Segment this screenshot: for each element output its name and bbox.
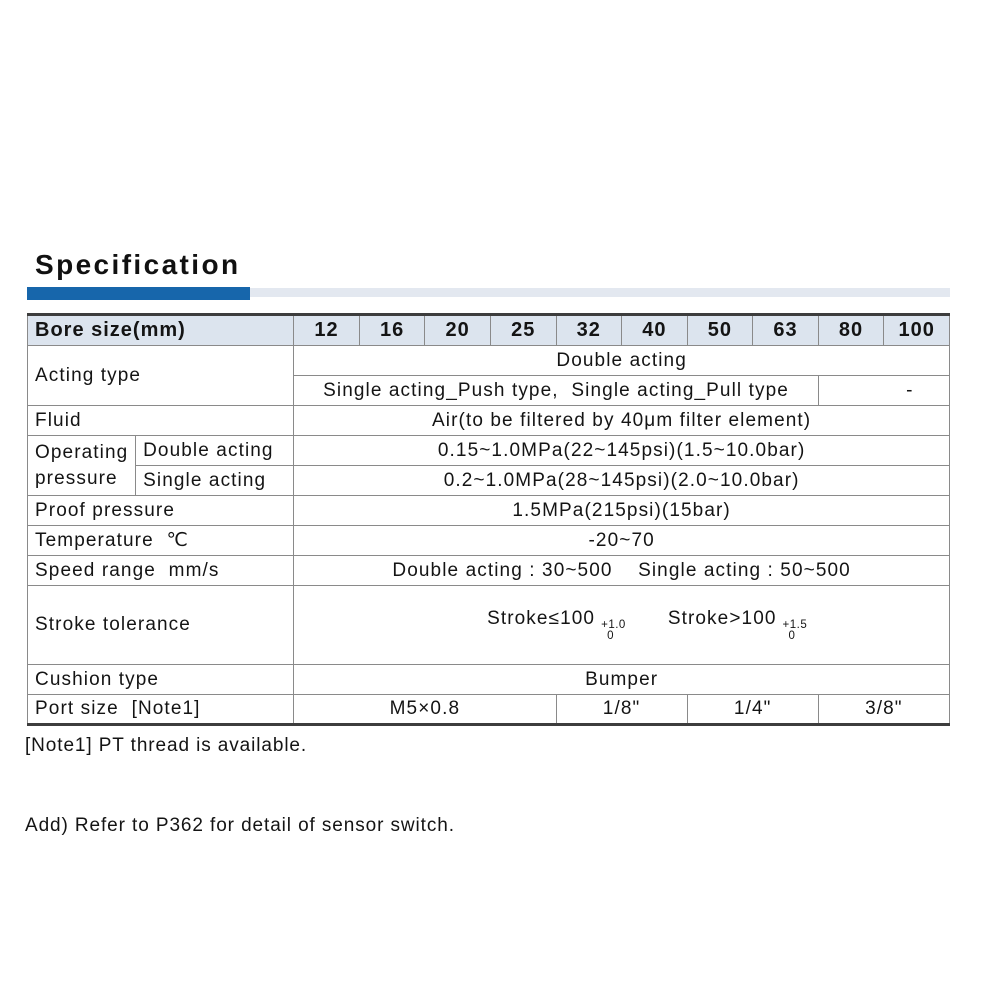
port-size-m5: M5×0.8 — [294, 695, 556, 725]
title-underline-bar — [27, 287, 950, 300]
operating-pressure-single-label: Single acting — [136, 466, 294, 496]
port-size-label: Port size [Note1] — [28, 695, 294, 725]
cushion-type-label: Cushion type — [28, 665, 294, 695]
bore-size-header-label: Bore size(mm) — [28, 315, 294, 346]
temperature-label: Temperature ℃ — [28, 526, 294, 556]
bore-col-63: 63 — [753, 315, 819, 346]
bore-col-12: 12 — [294, 315, 360, 346]
row-stroke-tolerance — [28, 586, 950, 665]
bore-col-80: 80 — [818, 315, 884, 346]
operating-pressure-label-line2: pressure — [35, 467, 118, 489]
title-underline-dark-segment — [27, 287, 250, 300]
stroke-tolerance-gt100-tolerance — [783, 620, 808, 642]
operating-pressure-label — [28, 436, 136, 496]
fluid-value: Air(to be filtered by 40μm filter element) — [294, 406, 950, 436]
port-size-1-4: 1/4" — [687, 695, 818, 725]
row-operating-pressure-double — [28, 436, 950, 466]
proof-pressure-value: 1.5MPa(215psi)(15bar) — [294, 496, 950, 526]
row-speed-range — [28, 556, 950, 586]
acting-type-single-value: Single acting_Push type, Single acting_Pull type — [294, 376, 819, 406]
acting-type-double-value: Double acting — [294, 346, 950, 376]
acting-type-single-na: - — [818, 376, 949, 406]
proof-pressure-label: Proof pressure — [28, 496, 294, 526]
title-underline-light-segment — [250, 288, 950, 297]
row-fluid — [28, 406, 950, 436]
operating-pressure-double-value: 0.15~1.0MPa(22~145psi)(1.5~10.0bar) — [294, 436, 950, 466]
row-bore-size — [28, 315, 950, 346]
footnotes — [25, 680, 455, 892]
row-operating-pressure-single — [28, 466, 950, 496]
operating-pressure-double-label: Double acting — [136, 436, 294, 466]
operating-pressure-label-line1: Operating — [35, 441, 129, 463]
specification-table — [27, 313, 950, 726]
bore-col-100: 100 — [884, 315, 950, 346]
bore-col-20: 20 — [425, 315, 491, 346]
stroke-tolerance-label: Stroke tolerance — [28, 586, 294, 665]
footnote-note1: [Note1] PT thread is available. — [25, 735, 308, 756]
port-size-3-8: 3/8" — [818, 695, 949, 725]
tolerance-lower-value: 0 — [788, 630, 796, 642]
row-proof-pressure — [28, 496, 950, 526]
stroke-tolerance-value — [294, 586, 950, 665]
bore-col-32: 32 — [556, 315, 622, 346]
port-size-1-8: 1/8" — [556, 695, 687, 725]
speed-range-value: Double acting : 30~500 Single acting : 50~500 — [294, 556, 950, 586]
bore-col-16: 16 — [359, 315, 425, 346]
bore-col-50: 50 — [687, 315, 753, 346]
temperature-value: -20~70 — [294, 526, 950, 556]
stroke-tolerance-le100: Stroke≤100 — [487, 608, 596, 629]
speed-range-label: Speed range mm/s — [28, 556, 294, 586]
page-title: Specification — [35, 249, 241, 280]
tolerance-upper-value: +1.5 — [782, 619, 808, 631]
row-acting-type-double — [28, 346, 950, 376]
fluid-label: Fluid — [28, 406, 294, 436]
tolerance-upper-value: +1.0 — [601, 619, 626, 631]
bore-col-40: 40 — [622, 315, 688, 346]
acting-type-label: Acting type — [28, 346, 294, 406]
operating-pressure-single-value: 0.2~1.0MPa(28~145psi)(2.0~10.0bar) — [294, 466, 950, 496]
stroke-tolerance-le100-tolerance — [601, 620, 626, 642]
bore-col-25: 25 — [490, 315, 556, 346]
stroke-tolerance-gt100: Stroke>100 — [667, 608, 777, 629]
cushion-type-value: Bumper — [294, 665, 950, 695]
tolerance-lower-value: 0 — [607, 630, 615, 642]
row-temperature — [28, 526, 950, 556]
footnote-add: Add) Refer to P362 for detail of sensor switch. — [25, 814, 455, 836]
